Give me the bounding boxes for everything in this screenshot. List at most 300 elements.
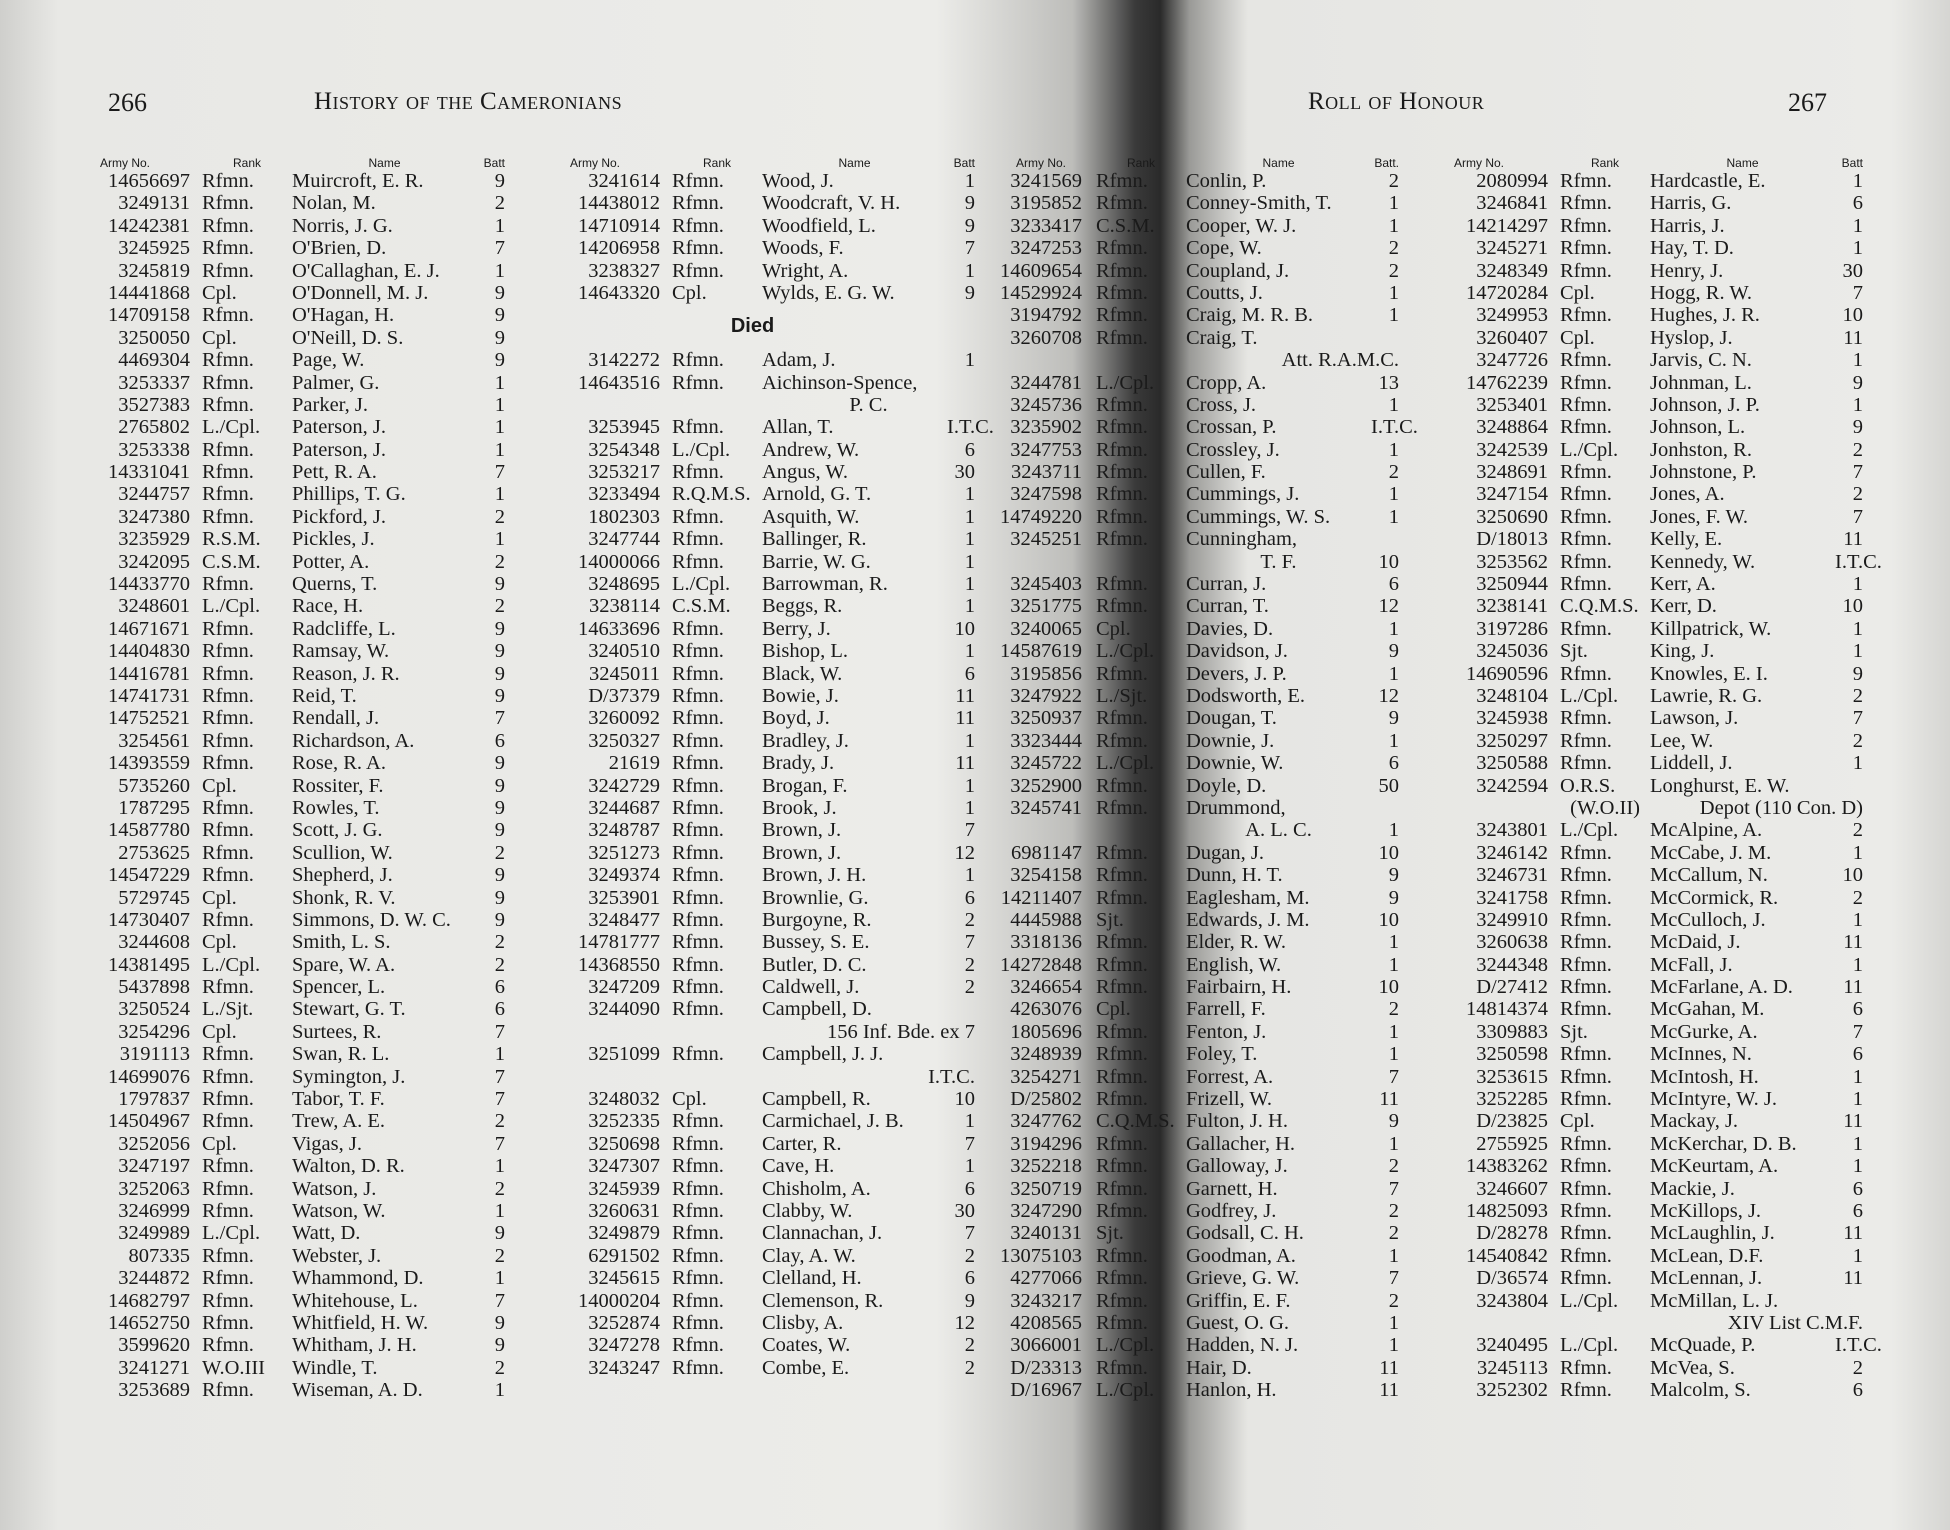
battalion: 6 bbox=[1388, 752, 1399, 775]
rank: Rfmn. bbox=[1560, 1244, 1612, 1267]
army-number: 2755925 bbox=[1476, 1132, 1548, 1155]
army-number: 3253945 bbox=[588, 416, 660, 439]
army-number: D/28278 bbox=[1476, 1222, 1548, 1245]
army-number: 1797837 bbox=[118, 1088, 190, 1111]
battalion: 7 bbox=[494, 1088, 505, 1111]
roll-entry bbox=[1000, 752, 1399, 774]
roll-entry bbox=[1000, 416, 1418, 439]
soldier-name: Beggs, R. bbox=[762, 595, 843, 618]
army-number: 14504967 bbox=[108, 1110, 190, 1133]
roll-entry bbox=[1410, 394, 1863, 416]
battalion: 6 bbox=[1388, 573, 1399, 596]
battalion: 6 bbox=[1852, 1199, 1863, 1222]
army-number: 3253901 bbox=[588, 886, 660, 909]
page-number: 266 bbox=[108, 88, 147, 117]
army-number: 3248349 bbox=[1476, 259, 1548, 282]
rank: Rfmn. bbox=[672, 976, 724, 999]
battalion: 1 bbox=[1388, 304, 1399, 327]
rank: L./Cpl. bbox=[202, 595, 261, 618]
rank: C.S.M. bbox=[672, 595, 731, 618]
soldier-name: Allan, T. bbox=[762, 416, 834, 439]
army-number: 3260092 bbox=[588, 707, 660, 730]
army-number: 3195852 bbox=[1010, 192, 1082, 215]
roll-entry bbox=[1410, 192, 1863, 214]
rank: Rfmn. bbox=[1560, 349, 1612, 372]
soldier-name: Burgoyne, R. bbox=[762, 908, 872, 931]
roll-entry bbox=[1410, 1267, 1863, 1289]
soldier-name: Clay, A. W. bbox=[762, 1244, 856, 1267]
soldier-name: Rowles, T. bbox=[292, 796, 380, 819]
rank: Rfmn. bbox=[1560, 1356, 1612, 1379]
army-number: 3241758 bbox=[1476, 886, 1548, 909]
roll-entry bbox=[530, 595, 975, 617]
battalion: 2 bbox=[1388, 1222, 1399, 1245]
soldier-name: Liddell, J. bbox=[1650, 752, 1733, 775]
army-number: 3243247 bbox=[588, 1356, 660, 1379]
rank: Rfmn. bbox=[672, 1267, 724, 1290]
battalion: 1 bbox=[494, 438, 505, 461]
entry-continuation-line bbox=[530, 1066, 975, 1088]
soldier-name: McKillops, J. bbox=[1650, 1199, 1762, 1222]
army-number: 3253615 bbox=[1476, 1065, 1548, 1088]
army-number: 3246999 bbox=[118, 1199, 190, 1222]
roll-entry bbox=[1000, 864, 1399, 886]
rank: Rfmn. bbox=[1560, 1379, 1612, 1402]
soldier-name: Querns, T. bbox=[292, 573, 378, 596]
army-number: 14741731 bbox=[108, 684, 190, 707]
rank: Rfmn. bbox=[1560, 393, 1612, 416]
army-number: 3250050 bbox=[118, 326, 190, 349]
battalion: 9 bbox=[1852, 371, 1863, 394]
rank: Rfmn. bbox=[1096, 237, 1148, 260]
column-header bbox=[1000, 150, 1399, 170]
rank: Cpl. bbox=[202, 1020, 237, 1043]
rank: Cpl. bbox=[202, 281, 237, 304]
soldier-name: Brogan, F. bbox=[762, 774, 848, 797]
battalion: 1 bbox=[964, 640, 975, 663]
army-number: 3252900 bbox=[1010, 774, 1082, 797]
roll-column bbox=[1000, 150, 1418, 1402]
battalion: 2 bbox=[964, 1334, 975, 1357]
rank: L./Cpl. bbox=[1560, 1334, 1619, 1357]
battalion: 9 bbox=[494, 752, 505, 775]
army-number: 3247726 bbox=[1476, 349, 1548, 372]
army-number: 3254296 bbox=[118, 1020, 190, 1043]
roll-entry bbox=[60, 1357, 505, 1379]
army-number: 3527383 bbox=[118, 393, 190, 416]
rank: Rfmn. bbox=[1560, 214, 1612, 237]
roll-entry bbox=[1000, 931, 1399, 953]
soldier-name: Hughes, J. R. bbox=[1650, 304, 1760, 327]
army-number: 3233417 bbox=[1010, 214, 1082, 237]
roll-entry bbox=[530, 618, 975, 640]
rank: Rfmn. bbox=[1096, 841, 1148, 864]
roll-entry bbox=[530, 1200, 975, 1222]
rank: Rfmn. bbox=[672, 170, 724, 192]
army-number: 3195856 bbox=[1010, 662, 1082, 685]
rank: Rfmn. bbox=[202, 237, 254, 260]
battalion: 11 bbox=[1843, 1110, 1863, 1133]
soldier-name: Crossan, P. bbox=[1186, 416, 1277, 439]
roll-entry bbox=[60, 439, 505, 461]
battalion: 30 bbox=[954, 1199, 975, 1222]
battalion: 9 bbox=[1852, 416, 1863, 439]
battalion: 1 bbox=[964, 595, 975, 618]
army-number: 4445988 bbox=[1010, 908, 1082, 931]
rank: Rfmn. bbox=[202, 1088, 254, 1111]
rank: Rfmn. bbox=[1096, 281, 1148, 304]
battalion: 11 bbox=[1843, 326, 1863, 349]
soldier-name: Johnson, J. P. bbox=[1650, 393, 1760, 416]
battalion: I.T.C. bbox=[1835, 1334, 1882, 1357]
army-number: 3260638 bbox=[1476, 931, 1548, 954]
rank: Rfmn. bbox=[1096, 729, 1148, 752]
rank: L./Cpl. bbox=[202, 1222, 261, 1245]
rank: Rfmn. bbox=[1560, 931, 1612, 954]
roll-column bbox=[530, 150, 994, 1379]
army-number: 21619 bbox=[608, 752, 660, 775]
soldier-name: Paterson, J. bbox=[292, 416, 386, 439]
soldier-name: Galloway, J. bbox=[1186, 1155, 1288, 1178]
roll-entry bbox=[1410, 1155, 1863, 1177]
rank: Rfmn. bbox=[1096, 483, 1148, 506]
battalion: 11 bbox=[1843, 1267, 1863, 1290]
soldier-name: McCormick, R. bbox=[1650, 886, 1779, 909]
battalion: 7 bbox=[494, 1065, 505, 1088]
roll-entry bbox=[530, 954, 975, 976]
soldier-name: Carmichael, J. B. bbox=[762, 1110, 904, 1133]
soldier-name: Harris, J. bbox=[1650, 214, 1725, 237]
army-number: 3245113 bbox=[1477, 1356, 1548, 1379]
army-number: 3247253 bbox=[1010, 237, 1082, 260]
army-number: 14825093 bbox=[1466, 1199, 1548, 1222]
army-number: 3248695 bbox=[588, 573, 660, 596]
army-number: 3252063 bbox=[118, 1177, 190, 1200]
rank: Rfmn. bbox=[1096, 1177, 1148, 1200]
rank: Rfmn. bbox=[1096, 796, 1148, 819]
soldier-name: Radcliffe, L. bbox=[292, 617, 396, 640]
roll-entry bbox=[60, 1379, 505, 1401]
rank: Rfmn. bbox=[202, 729, 254, 752]
rank: Rfmn. bbox=[1560, 550, 1612, 573]
rank: Rfmn. bbox=[1096, 1088, 1148, 1111]
battalion: 1 bbox=[1388, 819, 1399, 842]
army-number: 3253689 bbox=[118, 1379, 190, 1402]
rank: Rfmn. bbox=[672, 1244, 724, 1267]
battalion: 9 bbox=[964, 214, 975, 237]
soldier-name: Muircroft, E. R. bbox=[292, 170, 424, 192]
soldier-name: Watt, D. bbox=[292, 1222, 361, 1245]
roll-entry bbox=[1000, 663, 1399, 685]
battalion: 1 bbox=[1388, 505, 1399, 528]
battalion: 9 bbox=[494, 573, 505, 596]
battalion: 2 bbox=[1388, 1289, 1399, 1312]
rank: Rfmn. bbox=[672, 617, 724, 640]
battalion: 10 bbox=[954, 617, 975, 640]
army-number: 3245722 bbox=[1010, 752, 1082, 775]
roll-entry bbox=[1410, 976, 1863, 998]
rank: Rfmn. bbox=[1560, 976, 1612, 999]
battalion: 9 bbox=[1388, 864, 1399, 887]
right-page bbox=[1000, 0, 1950, 1530]
soldier-name: Brook, J. bbox=[762, 796, 837, 819]
rank: Rfmn. bbox=[672, 998, 724, 1021]
army-number: 3245938 bbox=[1476, 707, 1548, 730]
rank: Sjt. bbox=[1560, 640, 1588, 663]
battalion: 6 bbox=[494, 729, 505, 752]
battalion: 1 bbox=[1852, 237, 1863, 260]
soldier-name: Campbell, R. bbox=[762, 1088, 871, 1111]
rank: Cpl. bbox=[202, 774, 237, 797]
soldier-name: Coutts, J. bbox=[1186, 281, 1263, 304]
soldier-name: Guest, O. G. bbox=[1186, 1311, 1290, 1334]
soldier-name: McVea, S. bbox=[1650, 1356, 1735, 1379]
rank: Rfmn. bbox=[202, 1065, 254, 1088]
soldier-name: Stewart, G. T. bbox=[292, 998, 406, 1021]
soldier-name: Downie, J. bbox=[1186, 729, 1275, 752]
rank: Rfmn. bbox=[672, 371, 724, 394]
army-number: 3253401 bbox=[1476, 393, 1548, 416]
soldier-name: Webster, J. bbox=[292, 1244, 382, 1267]
battalion: 6 bbox=[964, 1267, 975, 1290]
battalion: 1 bbox=[964, 796, 975, 819]
army-number: 3244608 bbox=[118, 931, 190, 954]
soldier-name: Davidson, J. bbox=[1186, 640, 1288, 663]
rank: Rfmn. bbox=[1096, 1155, 1148, 1178]
battalion: 7 bbox=[1388, 1065, 1399, 1088]
rank: Rfmn. bbox=[1096, 1267, 1148, 1290]
soldier-name: Vigas, J. bbox=[292, 1132, 362, 1155]
battalion: I.T.C. bbox=[947, 416, 994, 439]
battalion: 9 bbox=[494, 1222, 505, 1245]
rank: Rfmn. bbox=[672, 1043, 724, 1066]
rank: Rfmn. bbox=[672, 864, 724, 887]
battalion: 1 bbox=[494, 1155, 505, 1178]
soldier-name: Bradley, J. bbox=[762, 729, 849, 752]
roll-entry bbox=[530, 1222, 975, 1244]
battalion: 2 bbox=[1388, 237, 1399, 260]
rank: Cpl. bbox=[202, 931, 237, 954]
roll-entry bbox=[1410, 170, 1863, 192]
battalion: 1 bbox=[1852, 573, 1863, 596]
rank: Rfmn. bbox=[672, 953, 724, 976]
roll-entry bbox=[1000, 797, 1399, 819]
soldier-name: Swan, R. L. bbox=[292, 1043, 390, 1066]
soldier-name: Kennedy, W. bbox=[1650, 550, 1756, 573]
army-number: 14762239 bbox=[1466, 371, 1548, 394]
soldier-name: McAlpine, A. bbox=[1650, 819, 1763, 842]
army-number: 3254348 bbox=[588, 438, 660, 461]
army-number: 3245251 bbox=[1010, 528, 1082, 551]
rank: Rfmn. bbox=[202, 707, 254, 730]
roll-entry bbox=[1410, 550, 1882, 573]
army-number: 3250937 bbox=[1010, 707, 1082, 730]
battalion: 1 bbox=[494, 1379, 505, 1402]
army-number: 3245036 bbox=[1476, 640, 1548, 663]
soldier-name: Farrell, F. bbox=[1186, 998, 1266, 1021]
roll-entry bbox=[1000, 170, 1399, 192]
soldier-name: Clannachan, J. bbox=[762, 1222, 883, 1245]
battalion: 2 bbox=[494, 192, 505, 215]
rank: L./Cpl. bbox=[1560, 1289, 1619, 1312]
army-number: 3245741 bbox=[1010, 796, 1082, 819]
entry-continuation: P. C. bbox=[849, 393, 888, 416]
battalion: 1 bbox=[494, 371, 505, 394]
army-number: 14720284 bbox=[1466, 281, 1548, 304]
army-number: 3253562 bbox=[1476, 550, 1548, 573]
rank: Rfmn. bbox=[202, 864, 254, 887]
soldier-name: Race, H. bbox=[292, 595, 364, 618]
roll-entry bbox=[1410, 506, 1863, 528]
battalion: 9 bbox=[494, 796, 505, 819]
roll-entry bbox=[1000, 1133, 1399, 1155]
battalion: 1 bbox=[1852, 841, 1863, 864]
roll-entry bbox=[1000, 1088, 1399, 1110]
soldier-name: Carter, R. bbox=[762, 1132, 842, 1155]
roll-entry bbox=[1000, 483, 1399, 505]
army-number: 4263076 bbox=[1010, 998, 1082, 1021]
soldier-name: McLaughlin, J. bbox=[1650, 1222, 1775, 1245]
rank: Rfmn. bbox=[202, 1177, 254, 1200]
rank: Rfmn. bbox=[1560, 170, 1612, 192]
battalion: 2 bbox=[1388, 170, 1399, 192]
roll-entry bbox=[1410, 1110, 1863, 1132]
rank: Rfmn. bbox=[1096, 1020, 1148, 1043]
battalion: 1 bbox=[494, 416, 505, 439]
army-number: 14211407 bbox=[1000, 886, 1082, 909]
battalion: 6 bbox=[1852, 1043, 1863, 1066]
rank: Rfmn. bbox=[672, 237, 724, 260]
soldier-name: Garnett, H. bbox=[1186, 1177, 1278, 1200]
army-number: 3247753 bbox=[1010, 438, 1082, 461]
rank: Rfmn. bbox=[672, 774, 724, 797]
battalion: 9 bbox=[494, 886, 505, 909]
roll-entry bbox=[60, 1043, 505, 1065]
battalion: 1 bbox=[494, 393, 505, 416]
rank: Rfmn. bbox=[202, 573, 254, 596]
army-number: 3243217 bbox=[1010, 1289, 1082, 1312]
army-number: 3250588 bbox=[1476, 752, 1548, 775]
rank: Rfmn. bbox=[1096, 1244, 1148, 1267]
battalion: 9 bbox=[494, 617, 505, 640]
roll-entry bbox=[60, 551, 505, 573]
roll-entry bbox=[530, 842, 975, 864]
battalion: 1 bbox=[494, 259, 505, 282]
header-army-no: Army No. bbox=[1015, 156, 1066, 170]
army-number: 3250690 bbox=[1476, 505, 1548, 528]
header-batt: Batt bbox=[1841, 156, 1863, 170]
soldier-name: Richardson, A. bbox=[292, 729, 415, 752]
soldier-name: Cropp, A. bbox=[1186, 371, 1267, 394]
soldier-name: Rose, R. A. bbox=[292, 752, 386, 775]
army-number: 3244872 bbox=[118, 1267, 190, 1290]
battalion: 1 bbox=[1388, 483, 1399, 506]
roll-entry bbox=[1000, 775, 1399, 797]
battalion: 1 bbox=[1388, 192, 1399, 215]
army-number: 14710914 bbox=[578, 214, 660, 237]
roll-entry bbox=[530, 1357, 975, 1379]
battalion: 2 bbox=[964, 953, 975, 976]
roll-entry bbox=[530, 931, 975, 953]
rank: Cpl. bbox=[1560, 281, 1595, 304]
army-number: 3246607 bbox=[1476, 1177, 1548, 1200]
roll-entry bbox=[1000, 1066, 1399, 1088]
army-number: 14547229 bbox=[108, 864, 190, 887]
soldier-name: Kerr, A. bbox=[1650, 573, 1716, 596]
rank: L./Cpl. bbox=[1560, 819, 1619, 842]
header-rank: Rank bbox=[232, 156, 261, 170]
battalion: 1 bbox=[1852, 349, 1863, 372]
soldier-name: Adam, J. bbox=[762, 349, 836, 372]
army-number: 14709158 bbox=[108, 304, 190, 327]
army-number: 14272848 bbox=[1000, 953, 1082, 976]
battalion bbox=[947, 372, 975, 394]
army-number: 3249131 bbox=[118, 192, 190, 215]
rank: Rfmn. bbox=[202, 841, 254, 864]
battalion: 30 bbox=[954, 461, 975, 484]
roll-entry bbox=[60, 506, 505, 528]
soldier-name: O'Donnell, M. J. bbox=[292, 281, 429, 304]
battalion: 1 bbox=[494, 1043, 505, 1066]
army-number: 3248939 bbox=[1010, 1043, 1082, 1066]
army-number: 3251775 bbox=[1010, 595, 1082, 618]
rank: Rfmn. bbox=[672, 931, 724, 954]
soldier-name: Simmons, D. W. C. bbox=[292, 908, 451, 931]
army-number: 14433770 bbox=[108, 573, 190, 596]
rank: L./Cpl. bbox=[202, 953, 261, 976]
roll-entry bbox=[530, 237, 975, 259]
army-number: 3244687 bbox=[588, 796, 660, 819]
army-number: 6291502 bbox=[588, 1244, 660, 1267]
rank: L./Cpl. bbox=[672, 438, 731, 461]
army-number: 3252285 bbox=[1476, 1088, 1548, 1111]
battalion: 1 bbox=[964, 864, 975, 887]
battalion: 9 bbox=[494, 1334, 505, 1357]
battalion: 7 bbox=[964, 237, 975, 260]
army-number: 14652750 bbox=[108, 1311, 190, 1334]
roll-entry bbox=[1000, 887, 1399, 909]
battalion: 1 bbox=[1388, 953, 1399, 976]
battalion: I.T.C. bbox=[1371, 416, 1418, 439]
army-number: 3238327 bbox=[588, 259, 660, 282]
roll-entry bbox=[60, 595, 505, 617]
rank: Rfmn. bbox=[1560, 1177, 1612, 1200]
soldier-name: Craig, T. bbox=[1186, 326, 1258, 349]
rank: Rfmn. bbox=[672, 1199, 724, 1222]
army-number: 3249953 bbox=[1476, 304, 1548, 327]
army-number: 3250327 bbox=[588, 729, 660, 752]
rank: Cpl. bbox=[202, 1132, 237, 1155]
rank: C.S.M. bbox=[202, 550, 261, 573]
battalion: 10 bbox=[1378, 908, 1399, 931]
rank: Rfmn. bbox=[1096, 662, 1148, 685]
rank: C.Q.M.S. bbox=[1560, 595, 1639, 618]
army-number: 14690596 bbox=[1466, 662, 1548, 685]
soldier-name: Pickles, J. bbox=[292, 528, 375, 551]
soldier-name: Curran, T. bbox=[1186, 595, 1269, 618]
rank: Rfmn. bbox=[1096, 1043, 1148, 1066]
roll-entry bbox=[60, 998, 505, 1020]
battalion: 1 bbox=[1388, 1020, 1399, 1043]
roll-entry bbox=[1000, 215, 1399, 237]
battalion: 1 bbox=[1388, 1244, 1399, 1267]
soldier-name: Cummings, J. bbox=[1186, 483, 1300, 506]
header-army-no: Army No. bbox=[569, 156, 620, 170]
header-rank: Rank bbox=[1590, 156, 1619, 170]
battalion: 6 bbox=[964, 662, 975, 685]
soldier-name: Caldwell, J. bbox=[762, 976, 860, 999]
rank: Rfmn. bbox=[672, 886, 724, 909]
